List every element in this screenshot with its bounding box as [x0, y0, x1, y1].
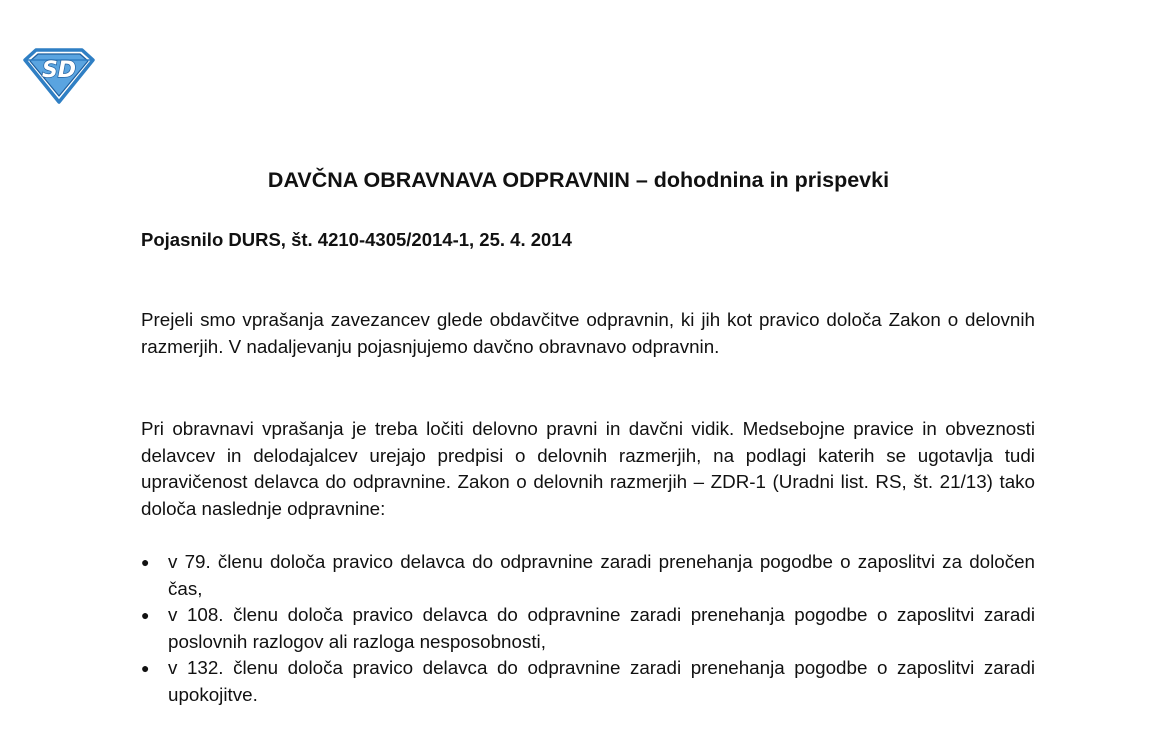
bullet-icon: ● — [141, 660, 150, 676]
severance-list — [141, 549, 1035, 708]
list-item-text: v 108. členu določa pravico delavca do odpravnine zaradi prenehanja pogodbe o zaposlitvi zaradi poslovnih razlogov ali razloga nesposobnosti, — [168, 604, 1035, 652]
document-subtitle: Pojasnilo DURS, št. 4210-4305/2014-1, 25. 4. 2014 — [141, 229, 572, 250]
list-item — [141, 655, 1035, 708]
paragraph-legal-aspects: Pri obravnavi vprašanja je treba ločiti delovno pravni in davčni vidik. Medsebojne pravice in obveznosti delavcev in delodajalcev urejajo predpisi o delovnih razmerjih, na podlagi katerih se ugotavlja tudi upravičenost delavca do odpravnine. Zakon o delovnih razmerjih – ZDR-1 (Uradni list. RS, št. 21/13) tako določa naslednje odpravnine: — [141, 418, 1035, 519]
document-title: DAVČNA OBRAVNAVA ODPRAVNIN – dohodnina in prispevki — [267, 168, 890, 192]
sd-shield-logo-icon — [22, 46, 96, 104]
paragraph-intro: Prejeli smo vprašanja zavezancev glede obdavčitve odpravnin, ki jih kot pravico določa Zakon o delovnih razmerjih. V nadaljevanju pojasnjujemo davčno obravnavo odpravnin. — [141, 309, 1035, 357]
logo-text: SD — [41, 58, 77, 83]
list-item — [141, 549, 1035, 602]
bullet-icon: ● — [141, 554, 150, 570]
list-item — [141, 602, 1035, 655]
list-item-text: v 132. členu določa pravico delavca do odpravnine zaradi prenehanja pogodbe o zaposlitvi zaradi upokojitve. — [168, 657, 1035, 705]
list-item-text: v 79. členu določa pravico delavca do odpravnine zaradi prenehanja pogodbe o zaposlitvi za določen čas, — [168, 551, 1035, 599]
bullet-icon: ● — [141, 607, 150, 623]
